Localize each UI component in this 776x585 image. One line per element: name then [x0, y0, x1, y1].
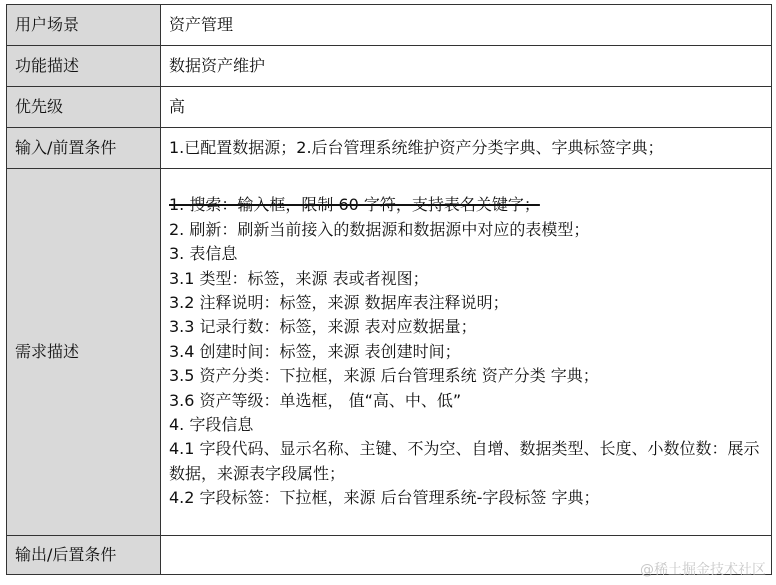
row-function [7, 46, 772, 87]
row-user-scene [7, 5, 772, 46]
requirement-line-field-info: 4. 字段信息 [169, 415, 254, 435]
requirement-line-type: 3.1 类型：标签，来源 表或者视图； [169, 268, 429, 288]
label-input: 输入/前置条件 [7, 128, 161, 169]
row-input [7, 128, 772, 169]
row-priority [7, 87, 772, 128]
value-input: 1.已配置数据源；2.后台管理系统维护资产分类字典、字典标签字典； [161, 128, 772, 169]
requirement-table [6, 4, 772, 575]
requirement-line-comment: 3.2 注释说明：标签，来源 数据库表注释说明； [169, 292, 509, 312]
value-priority: 高 [161, 87, 772, 128]
value-user-scene: 资产管理 [161, 5, 772, 46]
label-function: 功能描述 [7, 46, 161, 87]
requirement-line-row-count: 3.3 记录行数：标签，来源 表对应数据量； [169, 317, 477, 337]
label-requirement: 需求描述 [7, 169, 161, 536]
watermark: @稀土掘金技术社区 [640, 562, 766, 578]
requirement-line-field-tag: 4.2 字段标签：下拉框，来源 后台管理系统-字段标签 字典； [169, 488, 600, 508]
row-requirement [7, 169, 772, 536]
requirement-line-field-attributes: 4.1 字段代码、显示名称、主键、不为空、自增、数据类型、长度、小数位数：展示数据，来源表字段属性； [169, 439, 760, 483]
label-priority: 优先级 [7, 87, 161, 128]
requirement-line-search: 1. 搜索：输入框，限制 60 字符，支持表名关键字； [169, 195, 540, 215]
requirement-line-created-time: 3.4 创建时间：标签，来源 表创建时间； [169, 341, 461, 361]
value-requirement [161, 169, 772, 536]
value-function: 数据资产维护 [161, 46, 772, 87]
requirement-line-asset-category: 3.5 资产分类：下拉框，来源 后台管理系统 资产分类 字典； [169, 366, 599, 386]
requirement-line-asset-level: 3.6 资产等级：单选框， 值“高、中、低” [169, 390, 462, 410]
label-user-scene: 用户场景 [7, 5, 161, 46]
requirement-line-table-info: 3. 表信息 [169, 244, 238, 264]
label-output: 输出/后置条件 [7, 536, 161, 575]
requirement-line-refresh: 2. 刷新：刷新当前接入的数据源和数据源中对应的表模型； [169, 219, 590, 239]
